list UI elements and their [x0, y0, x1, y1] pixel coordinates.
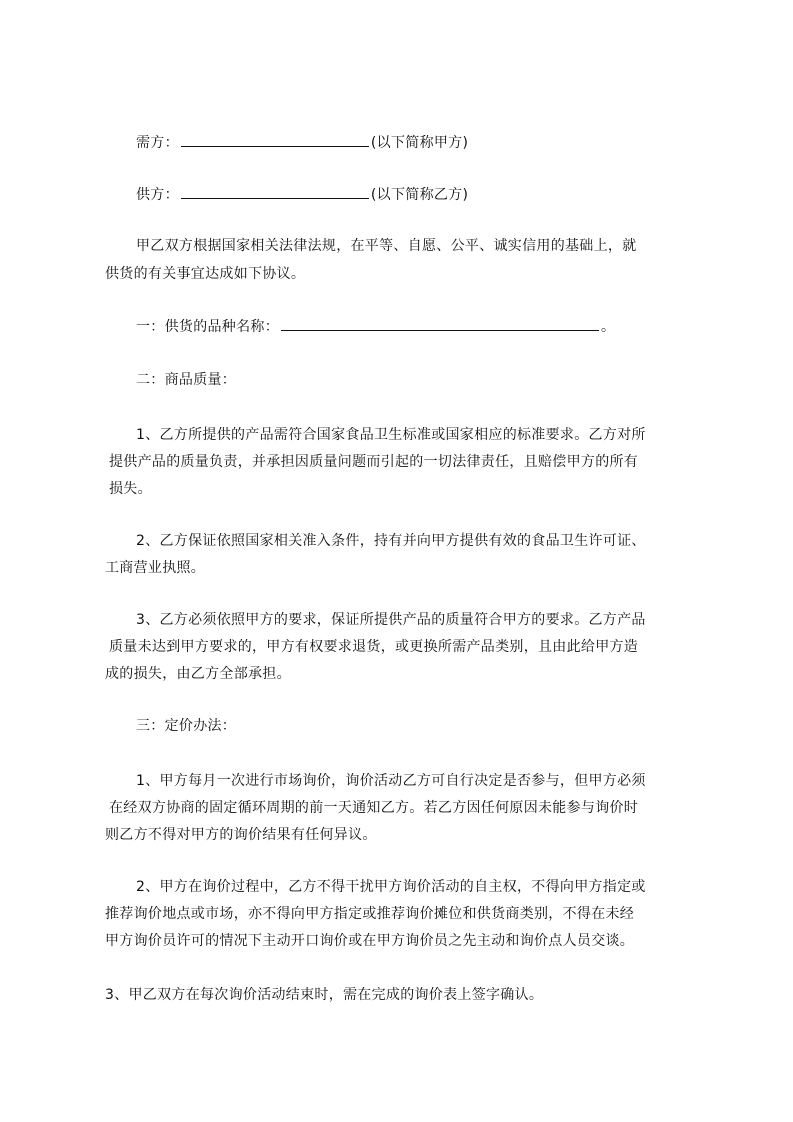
supplier-line [136, 184, 468, 205]
section1-suffix: 。 [601, 319, 616, 335]
section3-heading: 三：定价办法： [136, 718, 237, 734]
section3-item1-line3: 则乙方不得对甲方的询价结果有任何异议。 [105, 827, 377, 843]
section1-line [136, 316, 615, 337]
section2-item1-line2: 提供产品的质量负责，并承担因质量问题而引起的一切法律责任，且赔偿甲方的所有 [109, 454, 639, 470]
section1-label: 一：供货的品种名称： [136, 319, 279, 335]
section2-item3-line1: 3、乙方必须依照甲方的要求，保证所提供产品的质量符合甲方的要求。乙方产品 [136, 612, 646, 628]
product-name-blank[interactable] [281, 316, 599, 331]
section2-item1-line3: 损失。 [109, 481, 152, 497]
intro-line-1: 甲乙双方根据国家相关法律法规，在平等、自愿、公平、诚实信用的基础上，就 [136, 238, 637, 254]
section3-item2-line3: 甲方询价员许可的情况下主动开口询价或在甲方询价员之先主动和询价点人员交谈。 [105, 933, 635, 949]
section3-item1-line1: 1、甲方每月一次进行市场询价，询价活动乙方可自行决定是否参与，但甲方必须 [136, 773, 646, 789]
section3-item2-line1: 2、甲方在询价过程中，乙方不得干扰甲方询价活动的自主权，不得向甲方指定或 [136, 879, 646, 895]
section2-item2-line2: 工商营业执照。 [105, 560, 206, 576]
section2-item3-line3: 成的损失，由乙方全部承担。 [105, 666, 291, 682]
section2-item1-line1: 1、乙方所提供的产品需符合国家食品卫生标准或国家相应的标准要求。乙方对所 [136, 427, 646, 443]
section2-item2-line1: 2、乙方保证依照国家相关准入条件，持有并向甲方提供有效的食品卫生许可证、 [136, 533, 646, 549]
intro-line-2: 供货的有关事宜达成如下协议。 [105, 266, 306, 282]
supplier-label: 供方： [136, 187, 179, 203]
section2-heading: 二：商品质量： [136, 372, 237, 388]
buyer-line [136, 132, 468, 153]
buyer-suffix: (以下简称甲方) [370, 135, 469, 151]
buyer-name-blank[interactable] [181, 132, 369, 147]
buyer-label: 需方： [136, 135, 179, 151]
section3-item2-line2: 推荐询价地点或市场，亦不得向甲方指定或推荐询价摊位和供货商类别，不得在未经 [105, 906, 635, 922]
section3-item3-line1: 3、甲乙双方在每次询价活动结束时，需在完成的询价表上签字确认。 [105, 987, 544, 1003]
section3-item1-line2: 在经双方协商的固定循环周期的前一天通知乙方。若乙方因任何原因未能参与询价时 [109, 800, 639, 816]
section2-item3-line2: 质量未达到甲方要求的，甲方有权要求退货，或更换所需产品类别，且由此给甲方造 [109, 639, 639, 655]
supplier-suffix: (以下简称乙方) [370, 187, 469, 203]
supplier-name-blank[interactable] [181, 184, 369, 199]
